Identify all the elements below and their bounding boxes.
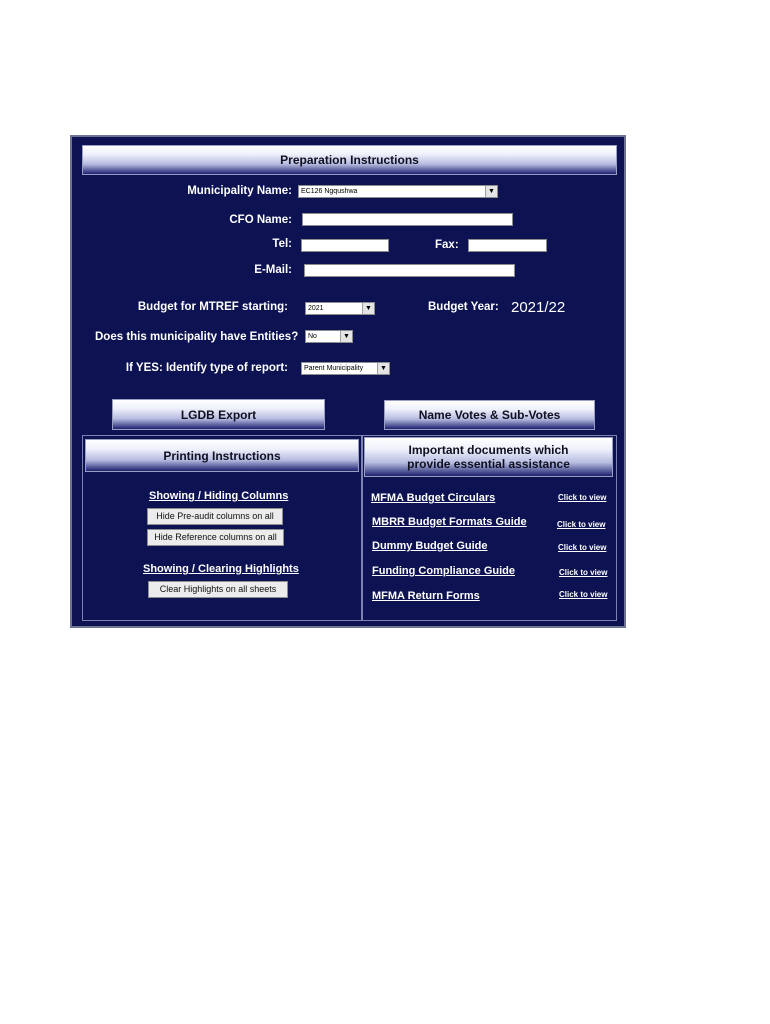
clear-highlights-button[interactable]: Clear Highlights on all sheets	[148, 581, 288, 598]
name-votes-button[interactable]: Name Votes & Sub-Votes	[384, 400, 595, 430]
mtref-value: 2021	[308, 305, 324, 312]
page-title: Preparation Instructions	[82, 145, 617, 175]
cfo-label: CFO Name:	[229, 214, 292, 226]
fax-label: Fax:	[435, 239, 459, 251]
municipality-select[interactable]	[298, 185, 498, 198]
fax-field[interactable]	[468, 239, 547, 252]
budget-year-label: Budget Year:	[428, 301, 499, 313]
tel-field[interactable]	[301, 239, 389, 252]
doc-label-mbrr-guide[interactable]: MBRR Budget Formats Guide	[372, 516, 527, 528]
budget-year-value: 2021/22	[511, 299, 566, 316]
lgdb-export-button[interactable]: LGDB Export	[112, 399, 325, 430]
doc-label-funding-compliance[interactable]: Funding Compliance Guide	[372, 565, 515, 577]
email-field[interactable]	[304, 264, 515, 277]
entities-label: Does this municipality have Entities?	[95, 331, 299, 343]
printing-section	[82, 435, 362, 621]
highlights-heading: Showing / Clearing Highlights	[143, 563, 299, 575]
entities-select[interactable]	[305, 330, 353, 343]
documents-title	[364, 437, 613, 477]
doc-label-mfma-return-forms[interactable]: MFMA Return Forms	[372, 590, 480, 602]
chevron-down-icon[interactable]: ▼	[485, 186, 497, 197]
report-type-select[interactable]	[301, 362, 390, 375]
mtref-select[interactable]	[305, 302, 375, 315]
municipality-value: EC126 Ngqushwa	[301, 188, 358, 195]
doc-label-dummy-budget[interactable]: Dummy Budget Guide	[372, 540, 488, 552]
email-label: E-Mail:	[254, 264, 292, 276]
doc-link-mfma-circulars[interactable]: Click to view	[558, 493, 607, 502]
cfo-field[interactable]	[302, 213, 513, 226]
report-type-value: Parent Municipality	[304, 365, 364, 372]
chevron-down-icon[interactable]: ▼	[340, 331, 352, 342]
doc-label-mfma-circulars[interactable]: MFMA Budget Circulars	[371, 492, 496, 504]
documents-section	[362, 435, 617, 621]
report-type-label: If YES: Identify type of report:	[125, 362, 288, 374]
doc-link-dummy-budget[interactable]: Click to view	[558, 543, 607, 552]
doc-link-mbrr-guide[interactable]: Click to view	[557, 520, 606, 529]
printing-title: Printing Instructions	[85, 439, 359, 472]
entities-value: No	[308, 333, 317, 340]
chevron-down-icon[interactable]: ▼	[362, 303, 374, 314]
doc-link-funding-compliance[interactable]: Click to view	[559, 568, 608, 577]
hide-preaudit-button[interactable]: Hide Pre-audit columns on all	[147, 508, 283, 525]
chevron-down-icon[interactable]: ▼	[377, 363, 389, 374]
doc-link-mfma-return-forms[interactable]: Click to view	[559, 590, 608, 599]
columns-heading: Showing / Hiding Columns	[149, 490, 289, 502]
documents-title-line1: Important documents which	[408, 443, 569, 457]
tel-label: Tel:	[272, 238, 292, 250]
preparation-panel	[70, 135, 626, 628]
municipality-label: Municipality Name:	[187, 185, 292, 197]
hide-reference-button[interactable]: Hide Reference columns on all	[147, 529, 284, 546]
mtref-label: Budget for MTREF starting:	[137, 301, 288, 313]
documents-title-line2: provide essential assistance	[407, 457, 570, 471]
